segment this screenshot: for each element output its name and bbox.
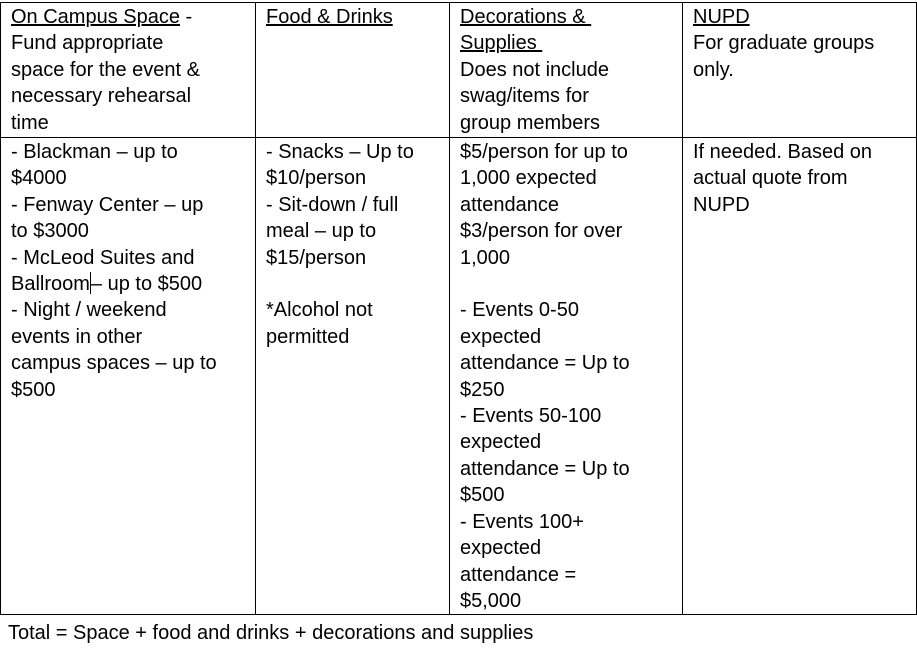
column-heading: Supplies: [460, 32, 543, 55]
header-cell-nupd: [683, 3, 917, 138]
body-line: expected: [460, 537, 542, 560]
body-cell-decorations-supplies: [450, 138, 683, 615]
details-row: [1, 138, 917, 615]
header-row: [1, 3, 917, 138]
description-line: Fund appropriate: [11, 32, 164, 55]
body-line: $500: [460, 484, 505, 507]
body-line: events in other: [11, 325, 143, 348]
description-line: swag/items for: [460, 85, 589, 108]
column-heading: Decorations &: [460, 6, 592, 28]
column-heading: NUPD: [693, 6, 750, 28]
body-line: If needed. Based on: [693, 141, 873, 163]
body-text: – up to $500: [90, 273, 203, 296]
body-line: to $3000: [11, 220, 89, 243]
body-line: attendance = Up to: [460, 457, 630, 480]
description-line: space for the event &: [11, 58, 201, 81]
column-heading: On Campus Space: [11, 6, 180, 28]
blank-line: [460, 271, 676, 297]
body-line: permitted: [266, 325, 350, 348]
body-line: - Blackman – up to: [11, 141, 178, 163]
body-line: $3/person for over: [460, 220, 623, 243]
body-line: actual quote from: [693, 167, 848, 190]
body-line: NUPD: [693, 193, 750, 216]
funding-table: [0, 2, 917, 615]
body-cell-food-drinks: [256, 138, 450, 615]
body-line: attendance: [460, 193, 559, 216]
body-line: - Sit-down / full: [266, 193, 399, 216]
body-line: expected: [460, 325, 542, 348]
body-line: - Snacks – Up to: [266, 141, 414, 163]
body-line: - Fenway Center – up: [11, 193, 204, 216]
header-cell-food-drinks: [256, 3, 450, 138]
description-line: Does not include: [460, 58, 609, 81]
body-line: - Events 0-50: [460, 299, 579, 322]
header-line: [11, 4, 249, 30]
body-line: - McLeod Suites and: [11, 246, 195, 269]
body-cell-on-campus-space: [1, 138, 256, 615]
body-line: 1,000 expected: [460, 167, 597, 190]
description-line: necessary rehearsal: [11, 85, 192, 108]
body-line: expected: [460, 431, 542, 454]
body-text: Ballroom: [11, 273, 90, 296]
body-cell-nupd: [683, 138, 917, 615]
body-line: *Alcohol not: [266, 299, 373, 322]
header-cell-decorations-supplies: [450, 3, 683, 138]
body-line: - Events 100+: [460, 510, 584, 533]
body-line: campus spaces – up to: [11, 352, 217, 375]
header-cell-on-campus-space: [1, 3, 256, 138]
column-heading: Food & Drinks: [266, 6, 393, 28]
body-line: - Night / weekend: [11, 299, 167, 322]
body-line: $5/person for up to: [460, 141, 628, 163]
body-line: $500: [11, 378, 56, 401]
body-line: $10/person: [266, 167, 367, 190]
body-line: $4000: [11, 167, 67, 190]
description-line: For graduate groups: [693, 32, 875, 55]
description-line: only.: [693, 58, 734, 81]
body-line: $15/person: [266, 246, 367, 269]
body-line: 1,000: [460, 246, 511, 269]
body-line: $5,000: [460, 589, 522, 612]
description-line: group members: [460, 111, 601, 134]
body-line: attendance =: [460, 563, 577, 586]
total-formula: Total = Space + food and drinks + decorations and supplies: [8, 622, 534, 644]
body-line: attendance = Up to: [460, 352, 630, 375]
description-line: time: [11, 111, 49, 134]
blank-line: [266, 271, 443, 297]
body-line-with-cursor[interactable]: [11, 271, 249, 297]
body-line: - Events 50-100: [460, 405, 602, 428]
body-line: $250: [460, 378, 505, 401]
body-line: meal – up to: [266, 220, 377, 243]
heading-suffix: -: [179, 6, 193, 28]
